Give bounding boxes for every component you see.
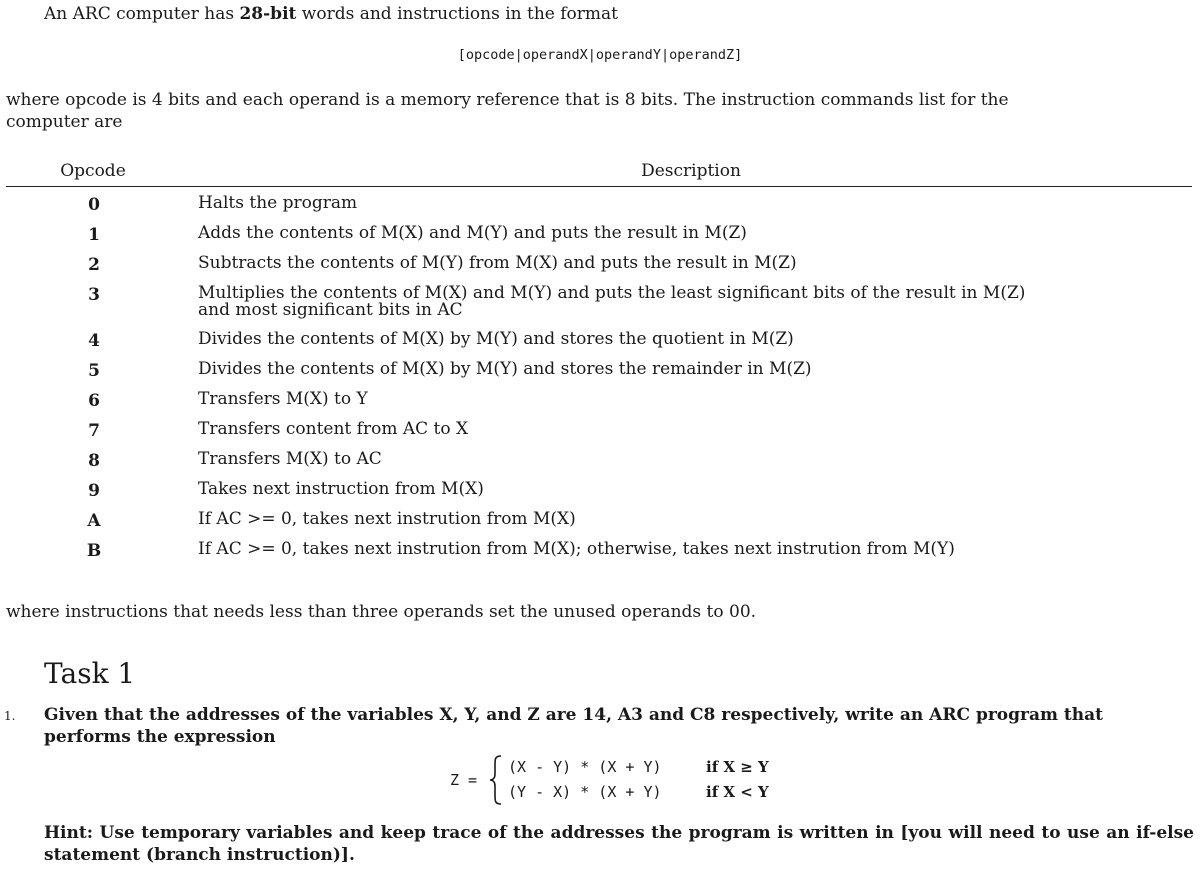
- table-header-row: [6, 156, 1192, 187]
- table-row: [6, 353, 1192, 383]
- format-description: [6, 89, 1194, 133]
- description-cell: Divides the contents of M(X) by M(Y) and stores the quotient in M(Z): [198, 329, 794, 349]
- case-expression: (Y - X) * (X + Y): [508, 783, 662, 801]
- opcode-cell: 7: [88, 421, 100, 441]
- opcode-table: [6, 156, 1192, 563]
- equation-case: [508, 780, 769, 805]
- table-row: [6, 247, 1192, 277]
- description-header: Description: [190, 156, 1192, 187]
- description-cell: Subtracts the contents of M(Y) from M(X) and puts the result in M(Z): [198, 253, 797, 273]
- description-cell: If AC >= 0, takes next instrution from M(X); otherwise, takes next instrution from M(Y): [198, 539, 955, 559]
- opcode-cell: B: [86, 541, 102, 561]
- opcode-cell: 6: [88, 391, 100, 411]
- list-item-number: 1.: [4, 709, 16, 723]
- instruction-format: [opcode|operandX|operandY|operandZ]: [457, 47, 743, 63]
- intro-bold-word: 28-bit: [239, 4, 297, 24]
- case-condition: if X ≥ Y: [706, 758, 769, 776]
- description-cell: Takes next instruction from M(X): [198, 479, 484, 499]
- description-cell: Halts the program: [198, 193, 358, 213]
- intro-text: An ARC computer has: [44, 4, 240, 24]
- description-line2: and most significant bits in AC: [198, 300, 463, 320]
- table-row: [6, 443, 1192, 473]
- table-row: [6, 383, 1192, 413]
- case-condition: if X < Y: [706, 783, 769, 801]
- task-hint: Hint: Use temporary variables and keep trace of the addresses the program is written in [you will need to use an if-else statement (branch instruction)].: [44, 823, 1194, 865]
- description-cell: [190, 277, 1192, 323]
- task-question: Given that the addresses of the variables X, Y, and Z are 14, A3 and C8 respectively, write an ARC program that performs the expression: [44, 705, 1103, 747]
- description-cell: Adds the contents of M(X) and M(Y) and puts the result in M(Z): [198, 223, 747, 243]
- opcode-cell: 5: [88, 361, 100, 381]
- format-description-line1: where opcode is 4 bits and each operand is a memory reference that is 8 bits. The instruction commands list for the: [6, 90, 1009, 110]
- opcode-cell: A: [87, 511, 101, 531]
- table-row: [6, 277, 1192, 323]
- table-row: [6, 187, 1192, 218]
- table-row: [6, 533, 1192, 563]
- description-cell: Transfers content from AC to X: [198, 419, 469, 439]
- table-row: [6, 473, 1192, 503]
- intro-text-end: words and instructions in the format: [296, 4, 618, 24]
- opcode-header: Opcode: [6, 156, 190, 187]
- description-cell: Transfers M(X) to AC: [198, 449, 382, 469]
- opcode-cell: 1: [88, 225, 100, 245]
- equation-lhs: Z =: [450, 771, 478, 789]
- format-description-line2: computer are: [6, 112, 123, 132]
- table-row: [6, 217, 1192, 247]
- table-row: [6, 503, 1192, 533]
- opcode-cell: 4: [88, 331, 100, 351]
- description-cell: If AC >= 0, takes next instrution from M(X): [198, 509, 576, 529]
- intro-paragraph: [44, 4, 618, 24]
- left-brace-icon: [488, 755, 504, 805]
- opcode-cell: 3: [88, 285, 100, 305]
- equation-cases: [508, 755, 769, 805]
- case-expression: (X - Y) * (X + Y): [508, 758, 662, 776]
- opcode-cell: 0: [88, 195, 100, 215]
- table-row: [6, 413, 1192, 443]
- description-line1: Multiplies the contents of M(X) and M(Y) and puts the least significant bits of the result in M(Z): [198, 283, 1026, 303]
- equation-case: [508, 755, 769, 780]
- opcode-cell: 9: [88, 481, 100, 501]
- description-cell: Divides the contents of M(X) by M(Y) and stores the remainder in M(Z): [198, 359, 812, 379]
- unused-operands-note: where instructions that needs less than three operands set the unused operands to 00.: [6, 602, 757, 622]
- opcode-cell: 8: [88, 451, 100, 471]
- task-title: Task 1: [44, 657, 136, 690]
- table-row: [6, 323, 1192, 353]
- opcode-cell: 2: [88, 255, 100, 275]
- description-cell: Transfers M(X) to Y: [198, 389, 368, 409]
